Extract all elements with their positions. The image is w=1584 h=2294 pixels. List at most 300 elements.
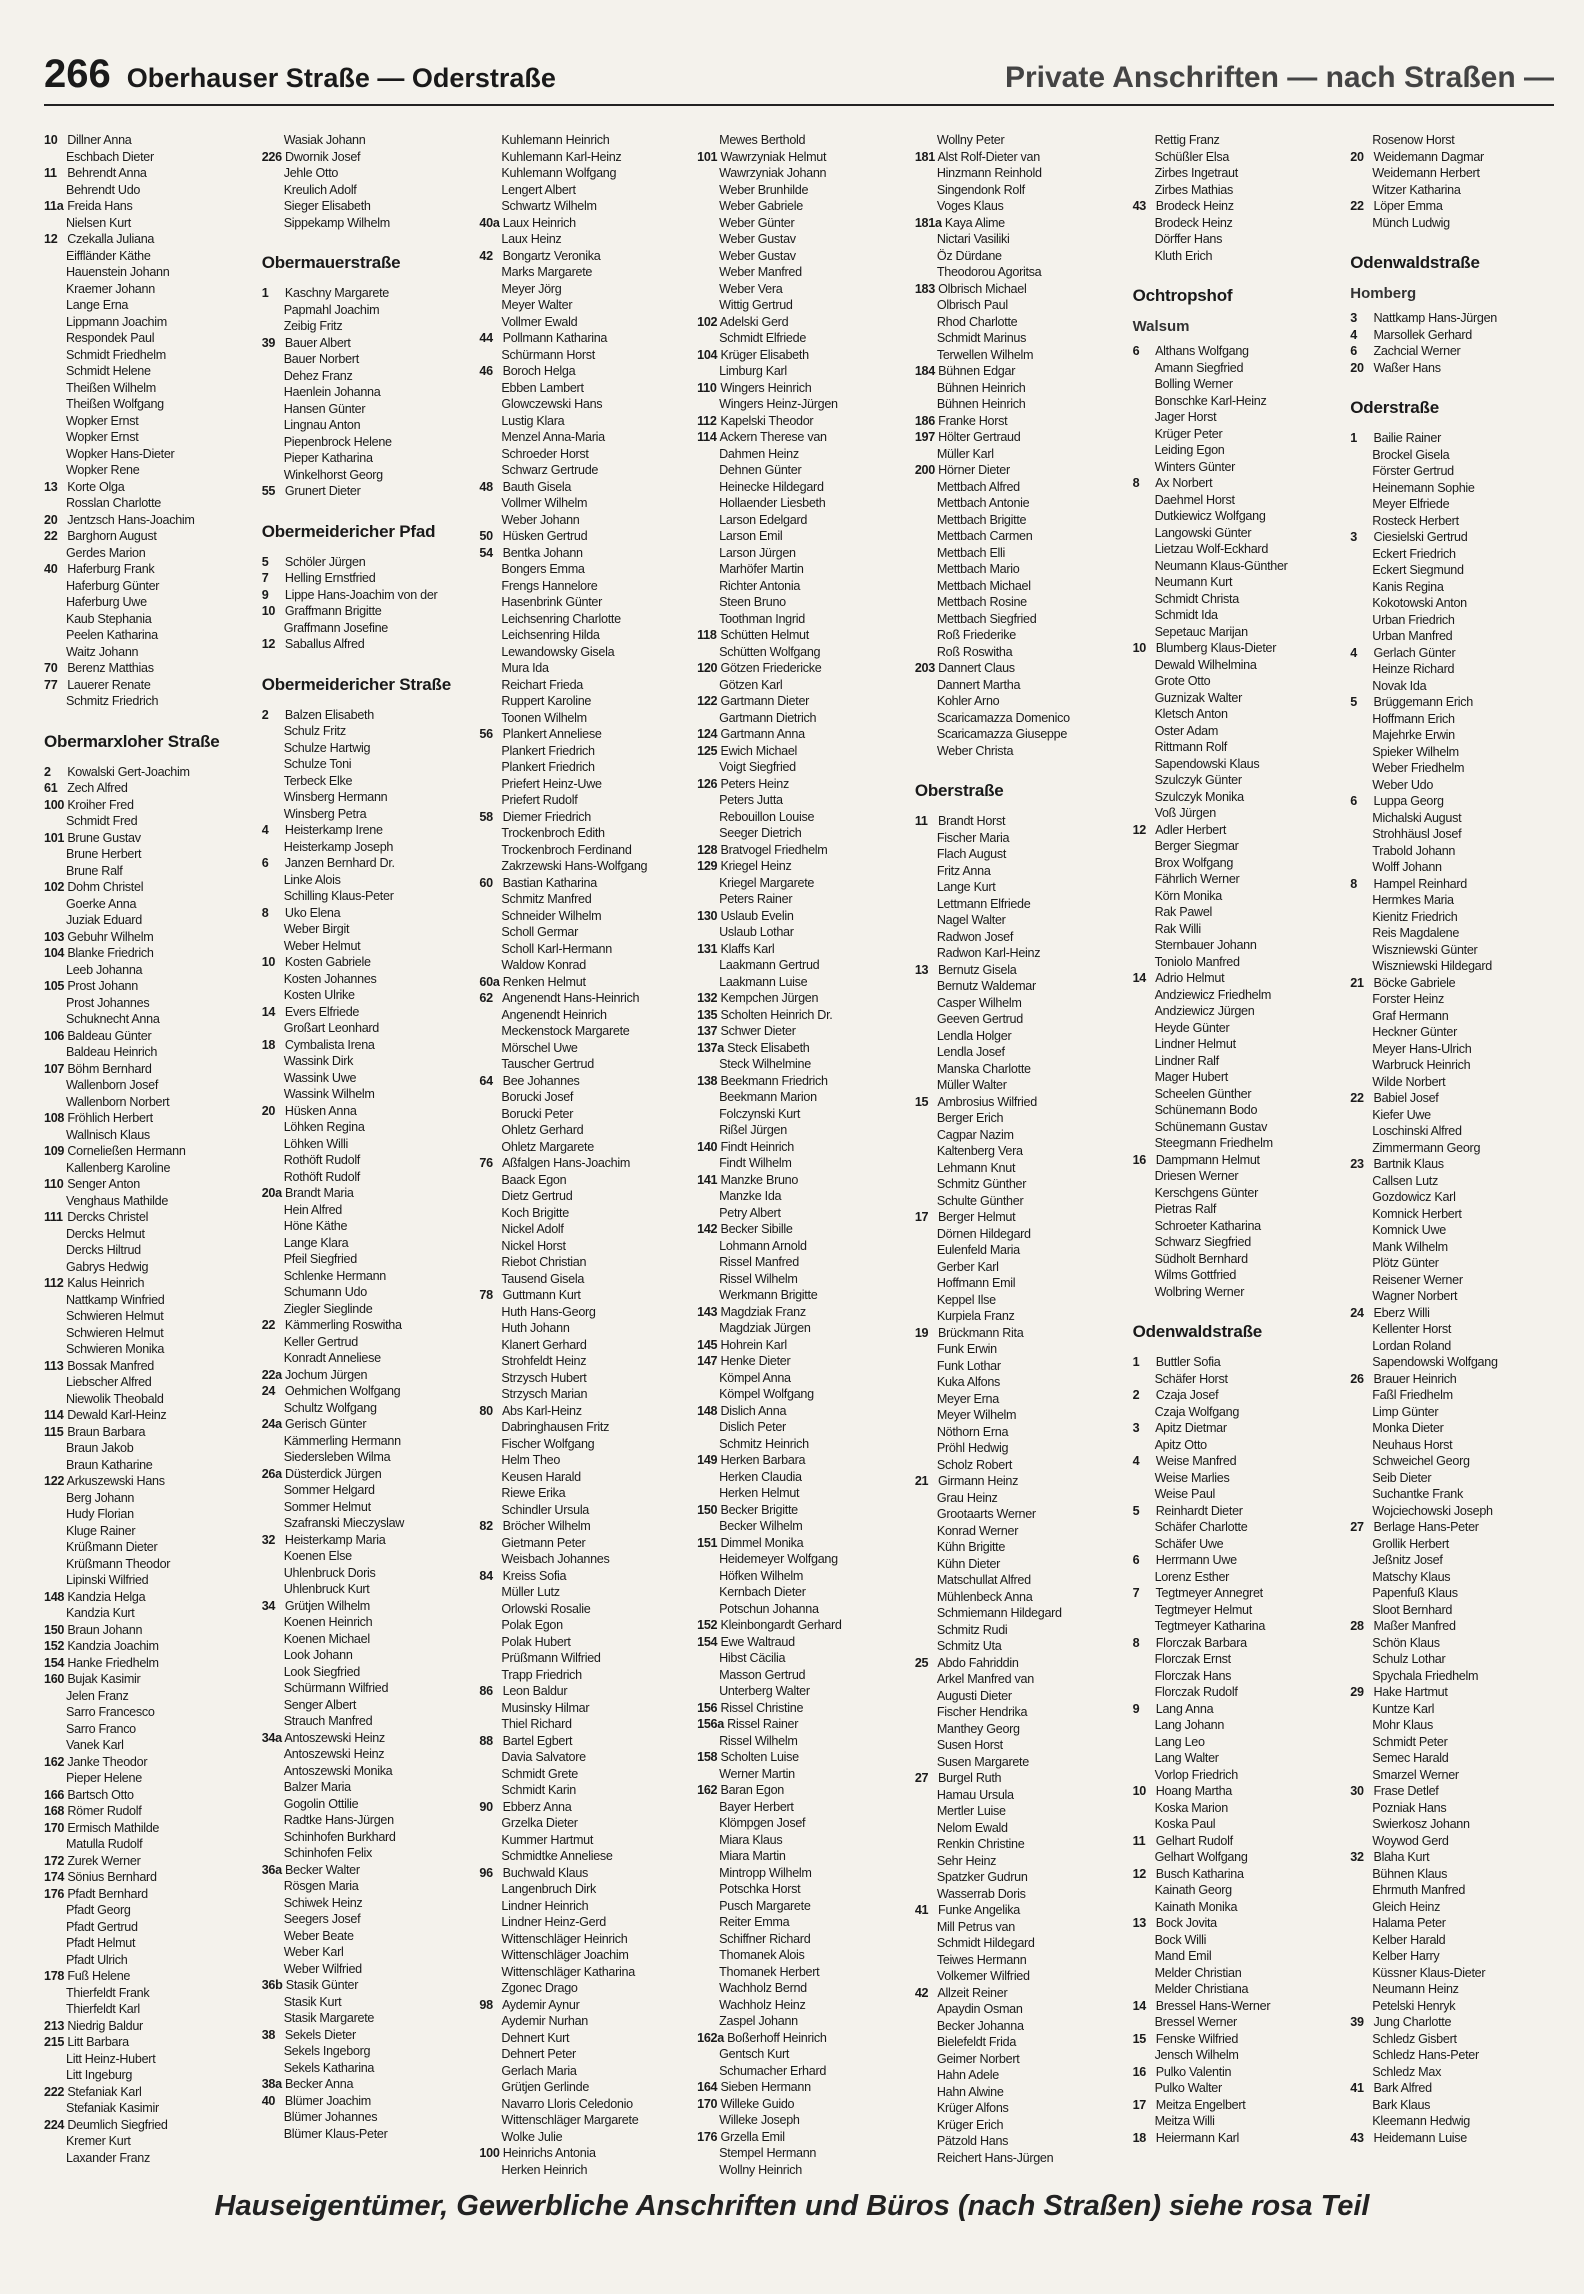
resident-name: Scheelen Günther [1154,1086,1252,1101]
resident-entry [697,1617,901,1634]
resident-entry [1350,1932,1554,1949]
resident-entry [697,512,901,529]
resident-entry [697,1997,901,2014]
resident-name: Kanis Regina [1372,579,1444,594]
resident-entry [44,1737,248,1754]
resident-entry [697,281,901,298]
resident-name: Peters Jutta [719,793,783,807]
resident-name: Kuhlemann Wolfgang [501,166,617,180]
resident-entry [262,1433,466,1450]
resident-name: Ebben Lambert [501,380,584,395]
house-number: 38 [261,2027,276,2042]
directory-column [697,132,901,2178]
resident-name: Kluge Rainer [66,1523,136,1538]
resident-name: Urban Friedrich [1372,612,1455,627]
section-title: Private Anschriften — nach Straßen — [1004,61,1554,94]
resident-name: Kleemann Hedwig [1372,2114,1470,2128]
resident-name: Baldeau Heinrich [66,1045,158,1059]
resident-entry [697,1815,901,1832]
house-number: 176 [697,2129,718,2144]
house-number: 20a [261,1186,282,1200]
resident-name: Schüßler Elsa [1154,149,1230,164]
resident-name: Polak Hubert [501,1634,571,1649]
resident-entry [262,1482,466,1499]
house-number: 12 [261,637,276,651]
house-number: 12 [1132,822,1146,837]
resident-name: Schmidtke Anneliese [501,1849,613,1863]
resident-entry [262,198,466,215]
resident-entry [262,723,466,740]
resident-entry [1350,2014,1554,2031]
resident-entry [697,1700,901,1717]
resident-name: Hauenstein Johann [66,265,170,279]
resident-entry [479,396,683,413]
resident-entry [479,297,683,314]
resident-entry [1133,2097,1337,2114]
house-number: 8 [1132,1635,1140,1650]
resident-name: Höfken Wilhelm [719,1568,804,1583]
resident-entry [44,446,248,463]
resident-entry [44,1869,248,1886]
resident-name: Vollmer Ewald [501,314,578,329]
resident-entry [262,401,466,418]
resident-name: Look Johann [283,1648,353,1662]
resident-entry [1350,1123,1554,1140]
resident-entry [915,1523,1119,1540]
resident-entry [1350,1008,1554,1025]
resident-entry [262,1086,466,1103]
resident-name: Laakmann Luise [719,974,808,989]
resident-name: Braun Barbara [67,1424,146,1439]
resident-name: Litt Heinz-Hubert [66,2051,156,2066]
resident-entry [479,1667,683,1684]
resident-name: Schmidt Ida [1154,608,1218,622]
resident-name: Becker Wilhelm [719,1519,803,1533]
house-number: 86 [479,1684,493,1698]
resident-name: Woywod Gerd [1372,1833,1449,1848]
resident-entry [44,1589,248,1606]
house-number: 84 [479,1568,493,1583]
resident-entry [697,1502,901,1519]
resident-entry [262,1251,466,1268]
resident-name: Czaja Josef [1155,1388,1219,1402]
resident-entry [697,809,901,826]
resident-entry [479,1452,683,1469]
resident-name: Bartnik Klaus [1373,1157,1444,1171]
resident-entry [697,1832,901,1849]
house-number: 20 [1350,149,1364,164]
house-number: 110 [697,380,717,395]
resident-name: Manthey Georg [936,1721,1020,1736]
resident-entry [262,554,466,571]
resident-name: Jentzsch Hans-Joachim [67,512,195,527]
resident-entry [44,830,248,847]
resident-entry [479,941,683,958]
resident-name: Stasik Margarete [283,2011,375,2025]
resident-name: Fritz Anna [936,863,991,878]
resident-name: Spieker Wilhelm [1372,744,1459,759]
resident-name: Nattkamp Winfried [66,1292,165,1307]
resident-entry [479,776,683,793]
resident-entry [479,1782,683,1799]
resident-name: Apitz Otto [1154,1437,1207,1452]
resident-name: Bühnen Heinrich [936,397,1026,411]
resident-entry [1350,579,1554,596]
resident-name: Miara Klaus [719,1832,783,1847]
resident-entry [44,314,248,331]
resident-entry [479,561,683,578]
resident-entry [44,945,248,962]
resident-name: Heinecke Hildegard [719,479,824,494]
resident-entry [697,1601,901,1618]
resident-name: Steck Wilhelmine [719,1057,811,1071]
resident-entry [479,2162,683,2179]
house-number: 213 [44,2018,65,2033]
resident-name: Lewandowsky Gisela [501,644,615,659]
resident-entry [479,1122,683,1139]
resident-name: Berg Johann [66,1490,135,1505]
resident-entry [262,2043,466,2060]
resident-name: Roß Friederike [936,628,1016,642]
resident-entry [697,561,901,578]
resident-name: Reiter Emma [719,1915,790,1929]
resident-name: Lange Kurt [936,880,996,894]
resident-entry [697,149,901,166]
resident-entry [44,780,248,797]
house-number: 112 [44,1276,64,1290]
resident-entry [44,2067,248,2084]
resident-entry [915,1341,1119,1358]
resident-name: Heinrichs Antonia [502,2146,596,2160]
resident-entry [44,611,248,628]
resident-name: Plankert Anneliese [502,727,602,741]
house-number: 10 [261,955,276,969]
resident-name: Florczak Barbara [1155,1635,1247,1650]
resident-name: Krüger Erich [936,2117,1004,2132]
resident-name: Dehez Franz [283,368,353,383]
resident-name: Schmitz Friedrich [66,694,159,708]
house-number: 129 [697,859,718,873]
resident-name: Wallnisch Klaus [66,1127,150,1142]
resident-name: Herken Helmut [719,1486,800,1500]
resident-entry [697,1980,901,1997]
house-number: 152 [44,1639,65,1653]
resident-name: Henke Dieter [720,1354,791,1368]
resident-name: Janzen Bernhard Dr. [284,856,395,870]
resident-entry [262,1664,466,1681]
resident-name: Freida Hans [67,199,133,213]
resident-entry [262,839,466,856]
resident-entry [262,1730,466,1747]
resident-entry [1350,1057,1554,1074]
resident-entry [1133,1267,1337,1284]
resident-name: Frengs Hannelore [501,578,598,593]
resident-entry [44,1539,248,1556]
resident-entry [262,1185,466,1202]
resident-name: Thiel Richard [501,1717,572,1731]
resident-entry [697,1881,901,1898]
resident-name: Brodeck Heinz [1155,199,1234,213]
resident-entry [479,429,683,446]
resident-entry [697,1898,901,1915]
house-number: 56 [479,727,493,741]
house-number: 11 [44,166,57,180]
resident-name: Hermkes Maria [1372,893,1454,907]
resident-entry [262,1136,466,1153]
resident-entry [1133,855,1337,872]
resident-name: Bartel Egbert [502,1733,573,1748]
resident-name: Kuntze Karl [1372,1701,1435,1716]
resident-entry [44,2084,248,2101]
house-number: 7 [1132,1586,1140,1600]
resident-name: Baack Egon [501,1172,567,1187]
resident-name: Bark Klaus [1372,2097,1431,2112]
resident-entry [697,1733,901,1750]
resident-entry [697,413,901,430]
resident-entry [697,1518,901,1535]
resident-name: Tegtmeyer Helmut [1154,1602,1252,1617]
resident-name: Hake Hartmut [1373,1685,1448,1699]
resident-name: Guznizak Walter [1154,690,1242,705]
resident-entry [262,1317,466,1334]
resident-entry [1133,1470,1337,1487]
resident-entry [697,1584,901,1601]
resident-name: Götzen Karl [719,677,783,692]
resident-name: Wollny Heinrich [719,2162,802,2177]
resident-entry [479,1238,683,1255]
resident-entry [479,248,683,265]
resident-entry [1133,1998,1337,2015]
house-number: 102 [44,880,65,894]
resident-entry [915,813,1119,830]
resident-entry [262,450,466,467]
resident-entry [262,1532,466,1549]
resident-entry [1133,1354,1337,1371]
resident-entry [697,858,901,875]
resident-name: Herrmann Uwe [1155,1553,1237,1567]
house-number: 11 [914,814,928,828]
resident-name: Grote Otto [1154,674,1211,688]
resident-name: Wassink Wilhelm [283,1087,375,1101]
resident-name: Sekels Ingeborg [283,2044,371,2058]
resident-entry [479,1205,683,1222]
resident-entry [1133,1201,1337,1218]
resident-name: Strzysch Hubert [501,1370,587,1385]
resident-entry [915,2034,1119,2051]
resident-name: Cymbalista Irena [284,1037,375,1052]
house-number: 32 [1350,1850,1364,1864]
resident-entry [44,479,248,496]
house-number: 140 [697,1139,718,1154]
resident-entry [697,2096,901,2113]
resident-entry [697,1766,901,1783]
resident-name: Scholl Germar [501,925,579,939]
resident-name: Sommer Helgard [283,1483,375,1497]
resident-entry [262,707,466,724]
resident-name: Meyer Elfriede [1372,497,1450,511]
resident-name: Bratvogel Friedhelm [720,842,828,857]
resident-entry [915,1308,1119,1325]
resident-entry [262,1169,466,1186]
house-number: 77 [44,677,58,692]
resident-name: Kummer Hartmut [501,1832,594,1847]
resident-name: Girmann Heinz [938,1474,1019,1488]
resident-entry [479,1040,683,1057]
resident-entry [1133,2113,1337,2130]
resident-entry [44,1391,248,1408]
resident-name: Schwieren Helmut [66,1309,164,1323]
resident-entry [479,380,683,397]
resident-entry [262,1152,466,1169]
resident-entry [1133,1899,1337,1916]
resident-entry [915,945,1119,962]
resident-name: Willeke Guido [720,2096,795,2111]
resident-entry [1350,744,1554,761]
house-number: 16 [1132,1152,1146,1167]
resident-name: Blümer Joachim [284,2093,371,2108]
resident-name: Sarro Francesco [66,1705,155,1719]
resident-name: Scholz Robert [936,1457,1013,1472]
resident-name: Römer Rudolf [67,1804,142,1818]
resident-entry [1350,694,1554,711]
resident-entry [697,990,901,1007]
resident-name: Wasserrab Doris [936,1886,1026,1901]
resident-entry [915,1919,1119,1936]
resident-entry [1350,1486,1554,1503]
resident-entry [479,512,683,529]
resident-entry [915,1638,1119,1655]
resident-name: Theißen Wolfgang [66,397,164,411]
resident-name: Brockel Gisela [1372,447,1450,462]
resident-entry [44,1110,248,1127]
resident-name: Hamau Ursula [936,1787,1014,1802]
resident-name: Manzke Bruno [720,1172,799,1187]
house-number: 24a [261,1417,282,1431]
house-number: 55 [261,484,276,498]
resident-name: Schöler Jürgen [284,554,366,569]
resident-entry [262,971,466,988]
resident-entry [697,1073,901,1090]
resident-entry [262,2027,466,2044]
resident-name: Adrio Helmut [1155,971,1225,985]
resident-entry [697,693,901,710]
resident-name: Bühnen Edgar [938,364,1016,378]
resident-name: Bühnen Heinrich [936,380,1026,395]
resident-entry [697,347,901,364]
resident-name: Magdziak Jürgen [719,1321,811,1335]
house-number: 120 [697,661,718,675]
resident-name: Strzysch Marian [501,1387,588,1401]
resident-name: Piepenbrock Helene [283,434,392,449]
resident-entry [915,215,1119,232]
resident-entry [1350,1998,1554,2015]
resident-entry [262,2076,466,2093]
resident-name: Pfeil Siegfried [283,1252,357,1266]
resident-entry [1133,2080,1337,2097]
resident-entry [479,759,683,776]
resident-name: Funk Erwin [936,1342,997,1356]
resident-entry [915,2117,1119,2134]
house-number: 132 [697,991,718,1005]
resident-name: Ermisch Mathilde [67,1820,160,1835]
resident-name: Orlowski Rosalie [501,1601,591,1616]
resident-name: Toonen Wilhelm [501,710,587,725]
resident-entry [1133,954,1337,971]
resident-name: Winters Günter [1154,459,1236,474]
resident-entry [1350,1668,1554,1685]
resident-name: Pätzold Hans [936,2134,1009,2148]
resident-name: Rebouillon Louise [719,809,815,824]
resident-entry [697,248,901,265]
resident-name: Kriegel Heinz [720,859,792,873]
house-number: 115 [44,1424,64,1439]
resident-entry [479,1469,683,1486]
resident-name: Kämmerling Roswitha [284,1318,402,1332]
resident-entry [262,806,466,823]
resident-name: Zimmermann Georg [1372,1140,1481,1155]
resident-name: Gerisch Günter [285,1417,367,1431]
footer-note: Hauseigentümer, Gewerbliche Anschriften und Büros (nach Straßen) siehe rosa Teil [214,2190,1370,2222]
resident-entry [915,462,1119,479]
resident-entry [1350,360,1554,377]
resident-entry [915,627,1119,644]
resident-name: Stefaniak Karl [67,2084,142,2099]
resident-name: Schmidt Friedhelm [66,347,166,362]
resident-name: Müller Lutz [501,1585,560,1599]
resident-entry [44,660,248,677]
resident-entry [44,1341,248,1358]
resident-name: Konrad Werner [936,1523,1019,1538]
resident-entry [44,1424,248,1441]
resident-name: Herken Claudia [719,1469,802,1484]
resident-entry [915,479,1119,496]
resident-entry [697,825,901,842]
resident-entry [1350,1882,1554,1899]
resident-entry [1133,591,1337,608]
resident-name: Wachholz Heinz [719,1997,806,2012]
resident-name: Mettbach Mario [936,562,1020,576]
resident-entry [479,281,683,298]
resident-name: Siedersleben Wilma [283,1450,391,1464]
resident-name: Kellenter Horst [1372,1322,1452,1336]
resident-entry [915,1820,1119,1837]
resident-entry [915,962,1119,979]
resident-name: Heyde Günter [1154,1020,1230,1035]
resident-entry [479,1683,683,1700]
resident-entry [262,149,466,166]
resident-entry [44,1506,248,1523]
resident-name: Rhod Charlotte [936,314,1018,329]
resident-entry [915,1226,1119,1243]
resident-name: Bielefeldt Frida [936,2035,1017,2049]
resident-name: Lietzau Wolf-Eckhard [1154,542,1269,556]
resident-name: Hinzmann Reinhold [936,166,1042,180]
resident-name: Mank Wilhelm [1372,1239,1448,1254]
resident-entry [44,215,248,232]
resident-entry [1350,612,1554,629]
house-number: 109 [44,1144,65,1158]
resident-name: Weidemann Herbert [1372,166,1480,180]
resident-entry [915,1539,1119,1556]
street-heading: Oderstraße [1350,398,1439,417]
resident-name: Weber Gabriele [719,199,803,213]
resident-name: Hanke Friedhelm [67,1655,159,1670]
resident-name: Werkmann Brigitte [719,1288,818,1302]
resident-name: Angenendt Heinrich [501,1007,607,1022]
resident-name: Krüßmann Dieter [66,1540,158,1554]
resident-entry [479,1865,683,1882]
resident-name: Jager Horst [1154,410,1217,424]
